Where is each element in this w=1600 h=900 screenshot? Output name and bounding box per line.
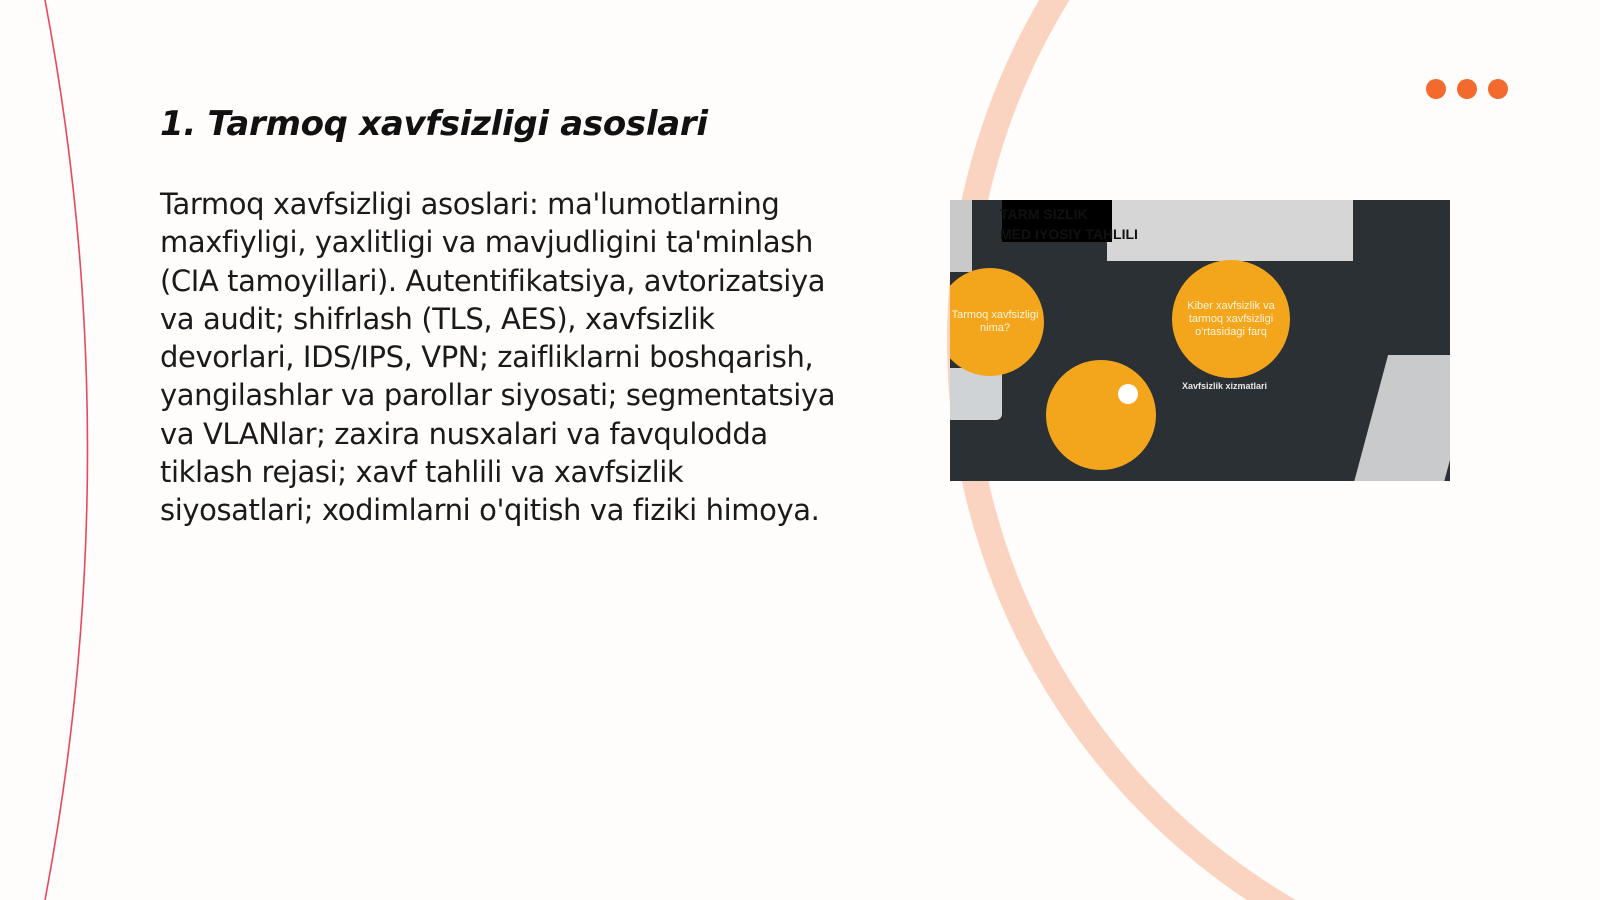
image-left-tab	[950, 200, 972, 272]
slide-body-text: Tarmoq xavfsizligi asoslari: ma'lumotlarning maxfiyligi, yaxlitligi va mavjudligini ta'minlash (CIA tamoyillari). Autentifikatsiya, avtorizatsiya va audit; shifrlash (TLS, AES), xavfsizlik devorlari, IDS/IPS, VPN; zaifliklarni boshqarish, yangilashlar va parollar siyosati; segmentatsiya va VLANlar; zaxira nusxalari va favqulodda tiklash rejasi; xavf tahlili va xavfsizlik siyosatlari; xodimlarni o'qitish va fiziki himoya.	[160, 187, 836, 528]
image-circle-left-text: Tarmoq xavfsizligi nima?	[951, 309, 1039, 334]
image-circle-right	[1172, 260, 1290, 378]
image-header-line2: MED IYOSIY TAHLILI	[1000, 226, 1138, 242]
left-curve-line	[45, 0, 88, 900]
dot-3	[1488, 79, 1508, 99]
menu-dots-icon	[1426, 79, 1508, 99]
dot-1	[1426, 79, 1446, 99]
image-circle-left	[950, 268, 1044, 376]
image-caption: Xavfsizlik xizmatlari	[1182, 381, 1268, 391]
slide-title: 1. Tarmoq xavfsizligi asoslari	[160, 104, 708, 144]
image-header-line1: TARM SIZLIK	[1000, 206, 1088, 222]
image-circle-knob	[1118, 384, 1138, 404]
image-right-panel	[1348, 355, 1450, 481]
image-circle-bottom	[1046, 360, 1156, 470]
image-circle-right-text: Kiber xavfsizlik va tarmoq xavfsizligi o'rtasidagi farq	[1187, 299, 1275, 338]
dot-2	[1457, 79, 1477, 99]
slide-image	[950, 200, 1450, 481]
image-header-box	[1107, 200, 1353, 261]
